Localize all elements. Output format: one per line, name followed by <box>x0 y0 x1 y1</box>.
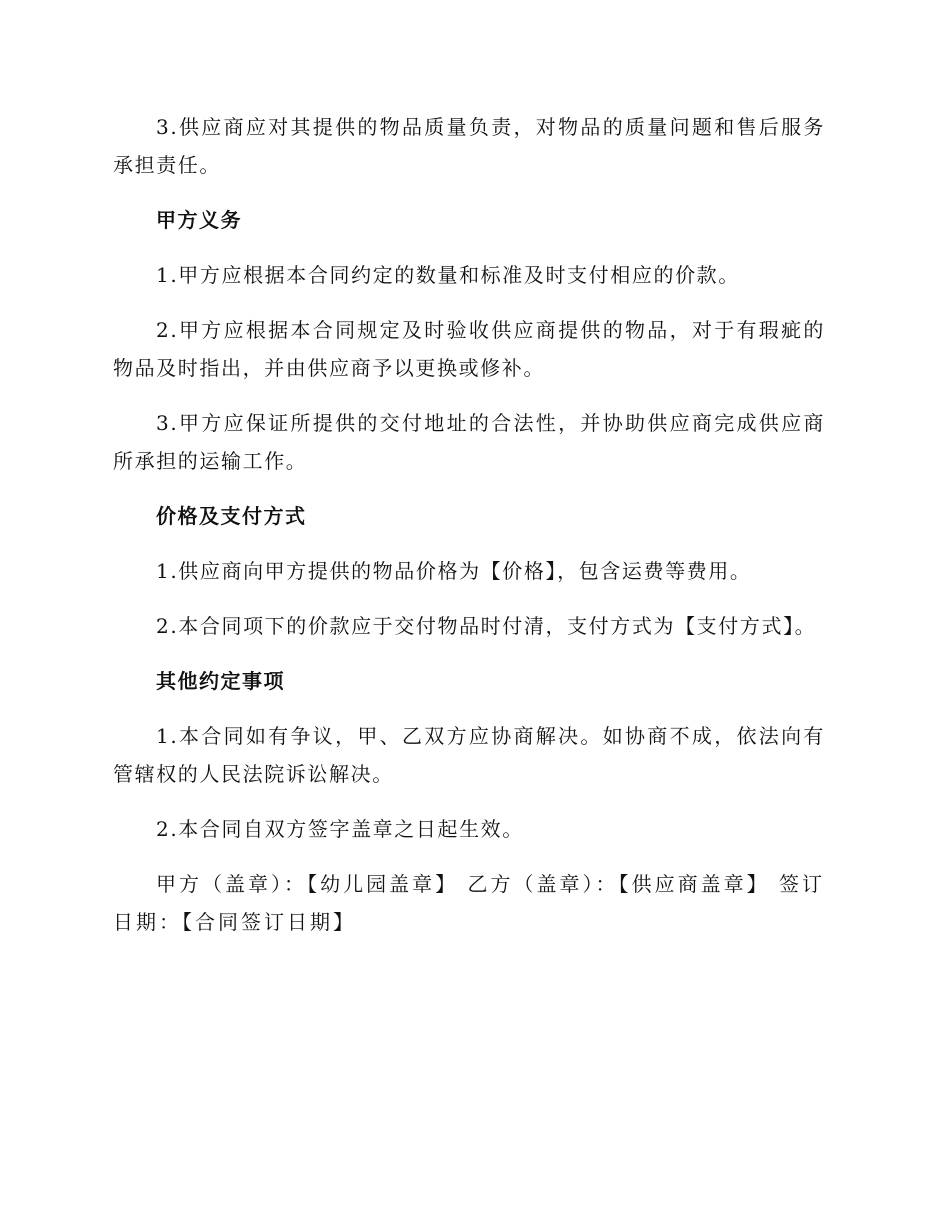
paragraph-supplier-quality: 3.供应商应对其提供的物品质量负责，对物品的质量问题和售后服务承担责任。 <box>113 115 825 177</box>
paragraph-dispute: 1.本合同如有争议，甲、乙双方应协商解决。如协商不成，依法向有管辖权的人民法院诉讼解决。 <box>113 724 825 786</box>
paragraph-party-a-payment: 1.甲方应根据本合同约定的数量和标准及时支付相应的价款。 <box>156 263 740 287</box>
paragraph-effective: 2.本合同自双方签字盖章之日起生效。 <box>156 817 524 841</box>
heading-party-a-obligations: 甲方义务 <box>156 208 242 232</box>
paragraph-party-a-address: 3.甲方应保证所提供的交付地址的合法性，并协助供应商完成供应商所承担的运输工作。 <box>113 411 825 473</box>
paragraph-party-a-inspection: 2.甲方应根据本合同规定及时验收供应商提供的物品，对于有瑕疵的物品及时指出，并由供应商予以更换或修补。 <box>113 318 825 380</box>
signature-block: 甲方（盖章）：【幼儿园盖章】 乙方（盖章）：【供应商盖章】 签订日期：【合同签订日期】 <box>113 872 825 934</box>
document-body <box>113 108 825 958</box>
heading-other-terms: 其他约定事项 <box>156 669 285 693</box>
heading-price-payment: 价格及支付方式 <box>156 504 307 528</box>
paragraph-payment-method: 2.本合同项下的价款应于交付物品时付清，支付方式为【支付方式】。 <box>156 614 817 638</box>
paragraph-price: 1.供应商向甲方提供的物品价格为【价格】，包含运费等费用。 <box>156 559 752 583</box>
